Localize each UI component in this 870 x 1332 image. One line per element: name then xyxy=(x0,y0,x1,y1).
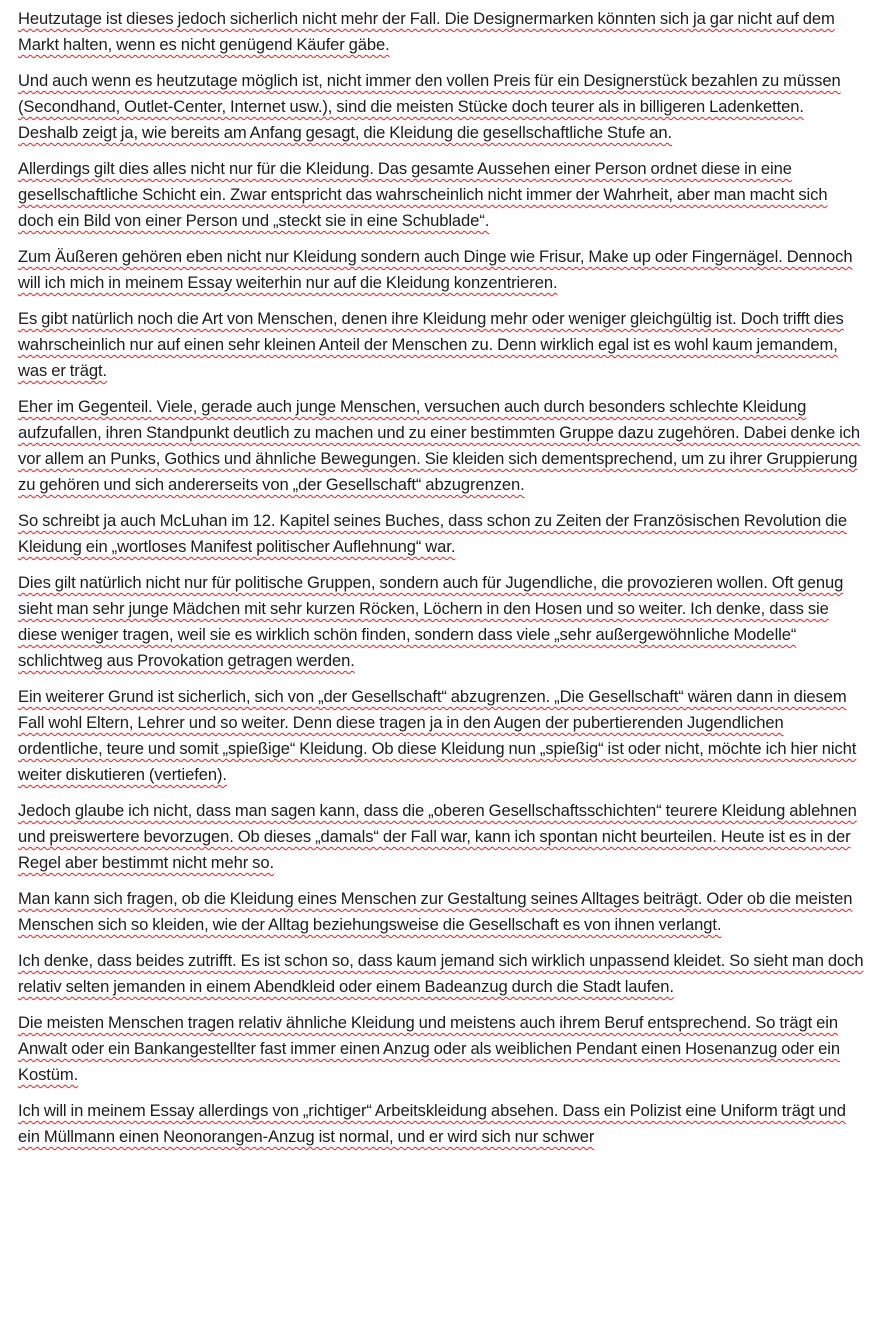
document-body[interactable] xyxy=(18,6,864,1160)
paragraph-1[interactable]: Heutzutage ist dieses jedoch sicherlich nicht mehr der Fall. Die Designermarken könnten sich ja gar nicht auf dem Markt halten, wenn es nicht genügend Käufer gäbe. xyxy=(18,9,835,54)
paragraph-14[interactable]: Ich will in meinem Essay allerdings von „richtiger“ Arbeitskleidung absehen. Dass ein Polizist eine Uniform trägt und ein Müllmann einen Neonorangen-Anzug ist normal, und er wird sich nur schwer xyxy=(18,1101,846,1146)
paragraph-13[interactable]: Die meisten Menschen tragen relativ ähnliche Kleidung und meistens auch ihrem Beruf entsprechend. So trägt ein Anwalt oder ein Bankangestellter fast immer einen Anzug oder als weiblichen Pendant einen Hosenanzug oder ein Kostüm. xyxy=(18,1013,840,1084)
paragraph-3[interactable]: Allerdings gilt dies alles nicht nur für die Kleidung. Das gesamte Aussehen einer Person ordnet diese in eine gesellschaftliche Schicht ein. Zwar entspricht das wahrscheinlich nicht immer der Wahrheit, aber man macht sich doch ein Bild von einer Person und „steckt sie in eine Schublade“. xyxy=(18,159,828,230)
paragraph-12[interactable]: Ich denke, dass beides zutrifft. Es ist schon so, dass kaum jemand sich wirklich unpassend kleidet. So sieht man doch relativ selten jemanden in einem Abendkleid oder einem Badeanzug durch die Stadt laufen. xyxy=(18,951,864,996)
paragraph-10[interactable]: Jedoch glaube ich nicht, dass man sagen kann, dass die „oberen Gesellschaftsschichten“ teurere Kleidung ablehnen und preiswertere bevorzugen. Ob dieses „damals“ der Fall war, kann ich spontan nicht beurteilen. Heute ist es in der Regel aber bestimmt nicht mehr so. xyxy=(18,801,857,872)
paragraph-6[interactable]: Eher im Gegenteil. Viele, gerade auch junge Menschen, versuchen auch durch besonders schlechte Kleidung aufzufallen, ihren Standpunkt deutlich zu machen und zu einer bestimmten Gruppe dazu zugehören. Dabei denke ich vor allem an Punks, Gothics und ähnliche Bewegungen. Sie kleiden sich dementsprechend, um zu ihrer Gruppierung zu gehören und sich andererseits von „der Gesellschaft“ abzugrenzen. xyxy=(18,397,861,494)
paragraph-5[interactable]: Es gibt natürlich noch die Art von Menschen, denen ihre Kleidung mehr oder weniger gleichgültig ist. Doch trifft dies wahrscheinlich nur auf einen sehr kleinen Anteil der Menschen zu. Denn wirklich egal ist es wohl kaum jemandem, was er trägt. xyxy=(18,309,844,380)
paragraph-8[interactable]: Dies gilt natürlich nicht nur für politische Gruppen, sondern auch für Jugendliche, die provozieren wollen. Oft genug sieht man sehr junge Mädchen mit sehr kurzen Röcken, Löchern in den Hosen und so weiter. Ich denke, dass sie diese weniger tragen, weil sie es wirklich schön finden, sondern dass viele „sehr außergewöhnliche Modelle“ schlichtweg aus Provokation getragen werden. xyxy=(18,573,844,670)
paragraph-7[interactable]: So schreibt ja auch McLuhan im 12. Kapitel seines Buches, dass schon zu Zeiten der Französischen Revolution die Kleidung ein „wortloses Manifest politischer Auflehnung“ war. xyxy=(18,511,847,556)
paragraph-9[interactable]: Ein weiterer Grund ist sicherlich, sich von „der Gesellschaft“ abzugrenzen. „Die Gesellschaft“ wären dann in diesem Fall wohl Eltern, Lehrer und so weiter. Denn diese tragen ja in den Augen der pubertierenden Jugendlichen ordentliche, teure und somit „spießige“ Kleidung. Ob diese Kleidung nun „spießig“ ist oder nicht, möchte ich hier nicht weiter diskutieren (vertiefen). xyxy=(18,687,857,784)
paragraph-4[interactable]: Zum Äußeren gehören eben nicht nur Kleidung sondern auch Dinge wie Frisur, Make up oder Fingernägel. Dennoch will ich mich in meinem Essay weiterhin nur auf die Kleidung konzentrieren. xyxy=(18,247,853,292)
paragraph-2[interactable]: Und auch wenn es heutzutage möglich ist, nicht immer den vollen Preis für ein Designerstück bezahlen zu müssen (Secondhand, Outlet-Center, Internet usw.), sind die meisten Stücke doch teurer als in billigeren Ladenketten. Deshalb zeigt ja, wie bereits am Anfang gesagt, die Kleidung die gesellschaftliche Stufe an. xyxy=(18,71,841,142)
paragraph-11[interactable]: Man kann sich fragen, ob die Kleidung eines Menschen zur Gestaltung seines Alltages beiträgt. Oder ob die meisten Menschen sich so kleiden, wie der Alltag beziehungsweise die Gesellschaft es von ihnen verlangt. xyxy=(18,889,853,934)
